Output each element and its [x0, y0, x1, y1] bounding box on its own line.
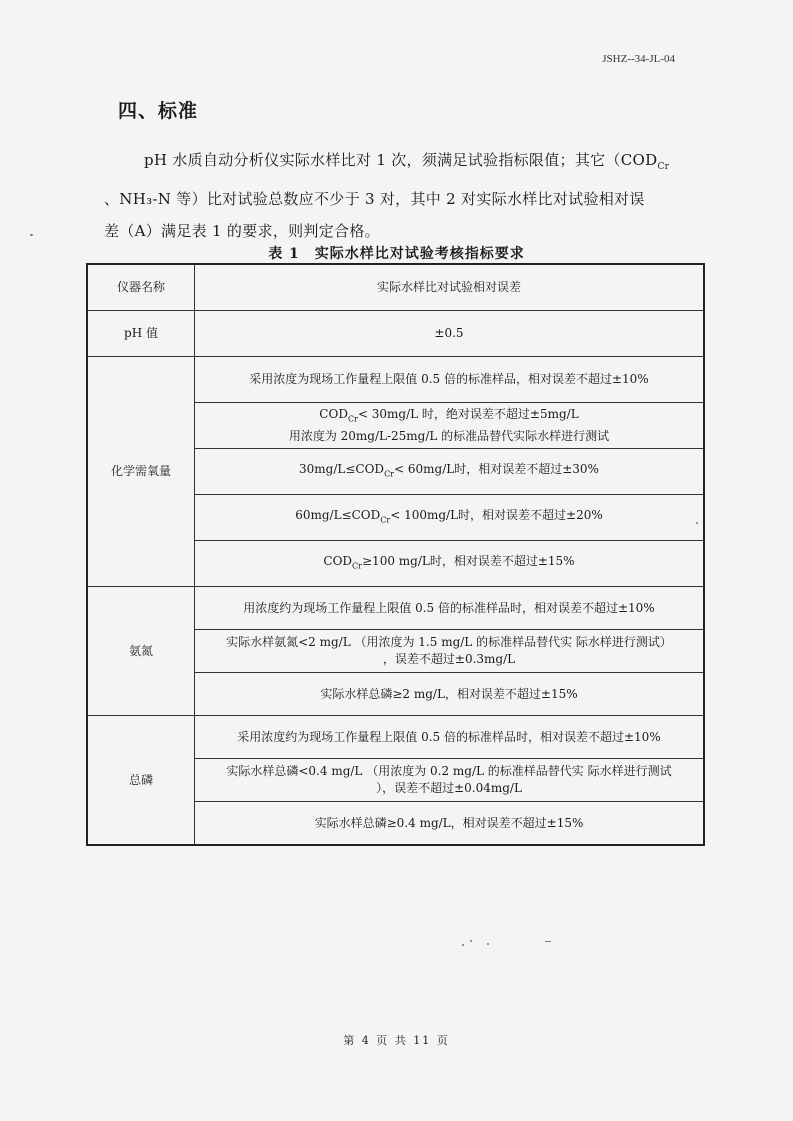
scan-speck — [462, 944, 464, 946]
section-title: 四、标准 — [118, 100, 199, 122]
cod-criterion-3: $30mg/L\le COD_{Cr}< 60mg/L$时，相对误差不超过±30% — [195, 449, 705, 495]
table-header-row — [87, 264, 704, 311]
page-number: 第 4 页 共 11 页 — [343, 1034, 450, 1047]
scan-speck — [545, 941, 551, 942]
document-code: JSHZ--34-JL-04 — [602, 53, 675, 65]
table-row-cod-1 — [87, 357, 704, 403]
paragraph-line-3: 差（A）满足表 1 的要求，则判定合格。 — [104, 222, 380, 240]
nh-criterion-2: 实际水样氨氮<2 mg/L （用浓度为 1.5 mg/L 的标准样品替代实 际水样进行测试） ，误差不超过±0.3mg/L — [195, 630, 705, 673]
cod-criterion-2: $COD_{Cr}< 30mg/L$ 时，绝对误差不超过±5mg/L 用浓度为 20mg/L-25mg/L 的标准品替代实际水样进行测试 — [195, 403, 705, 449]
standard-paragraph — [104, 144, 704, 247]
nh-name-cell: 氨氮 — [87, 587, 195, 716]
scan-speck — [30, 234, 33, 236]
tp-criterion-2: 实际水样总磷<0.4 mg/L （用浓度为 0.2 mg/L 的标准样品替代实 际水样进行测试 ），误差不超过±0.04mg/L — [195, 759, 705, 802]
scan-speck — [470, 940, 472, 942]
comparison-criteria-table — [86, 263, 705, 846]
cod-criterion-1: 采用浓度为现场工作量程上限值 0.5 倍的标准样品，相对误差不超过±10% — [195, 357, 705, 403]
cod-criterion-5: $COD_{Cr}\ge 100$ mg/L时，相对误差不超过±15% — [195, 541, 705, 587]
ph-name-cell: pH 值 — [87, 311, 195, 357]
header-relative-error: 实际水样比对试验相对误差 — [195, 264, 705, 311]
table-row-ph — [87, 311, 704, 357]
header-instrument-name: 仪器名称 — [87, 264, 195, 311]
tp-criterion-3: 实际水样总磷≥0.4 mg/L，相对误差不超过±15% — [195, 802, 705, 846]
tp-criterion-1: 采用浓度约为现场工作量程上限值 0.5 倍的标准样品时，相对误差不超过±10% — [195, 716, 705, 759]
cod-criterion-4: $60mg/L\le COD_{Cr}< 100mg/L$时，相对误差不超过±20% — [195, 495, 705, 541]
scan-speck — [487, 943, 489, 945]
nh-criterion-1: 用浓度约为现场工作量程上限值 0.5 倍的标准样品时，相对误差不超过±10% — [195, 587, 705, 630]
paragraph-line-2: 、NH₃-N 等）比对试验总数应不少于 3 对，其中 2 对实际水样比对试验相对误 — [104, 190, 645, 208]
cod-name-cell: 化学需氧量 — [87, 357, 195, 587]
nh-criterion-3: 实际水样总磷≥2 mg/L，相对误差不超过±15% — [195, 673, 705, 716]
table-title: 表 1 实际水样比对试验考核指标要求 — [268, 246, 525, 262]
paragraph-line-1: pH 水质自动分析仪实际水样比对 1 次，须满足试验指标限值；其它（$COD_{Cr}$ — [144, 151, 670, 172]
tp-name-cell: 总磷 — [87, 716, 195, 846]
scan-speck — [696, 522, 698, 524]
table-row-nh-1 — [87, 587, 704, 630]
ph-value-cell: ±0.5 — [195, 311, 705, 357]
table-row-tp-1 — [87, 716, 704, 759]
